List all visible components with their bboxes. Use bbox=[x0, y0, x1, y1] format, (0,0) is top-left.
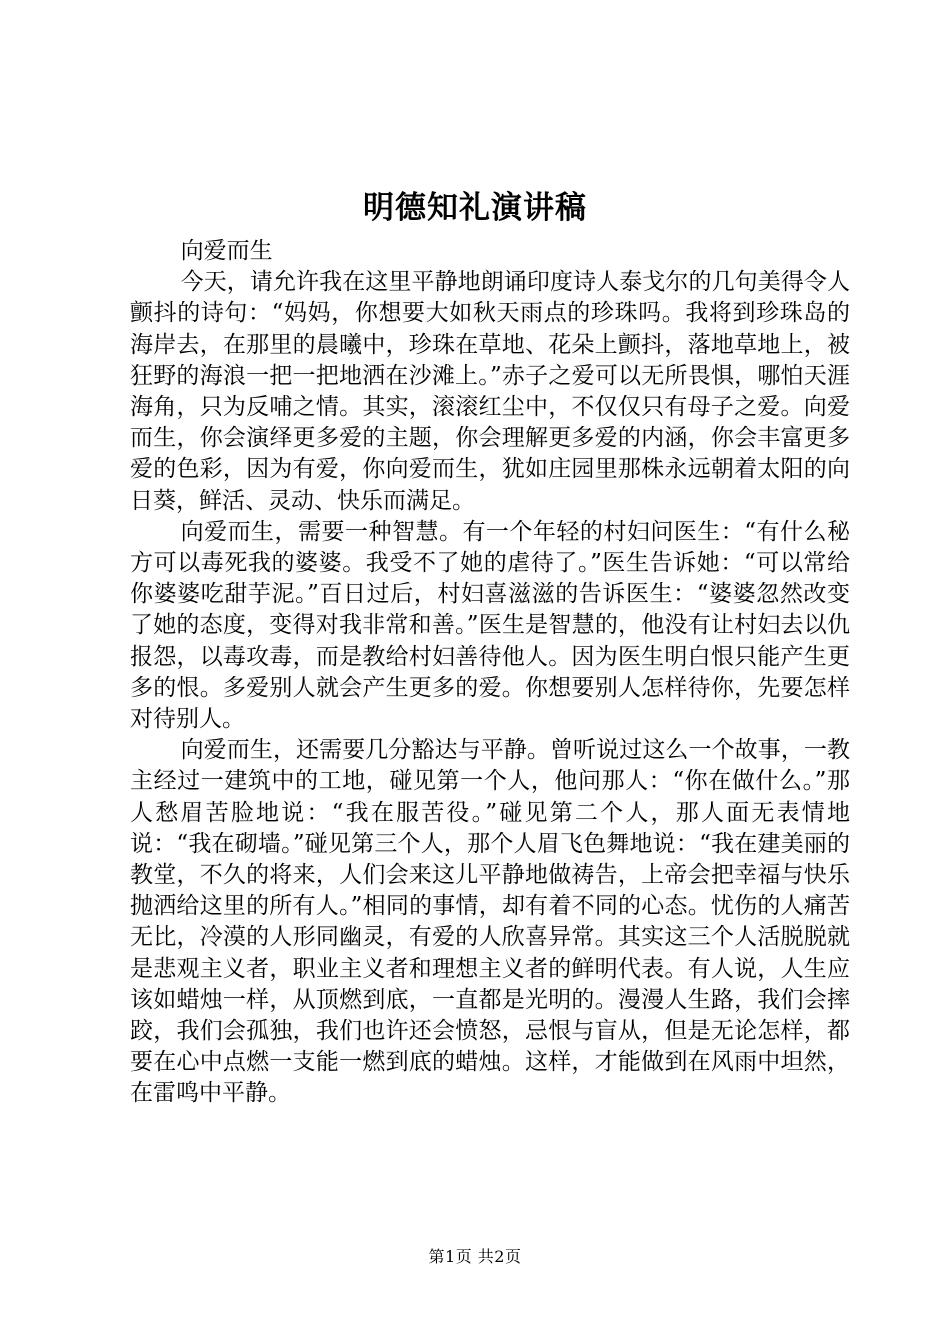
document-title: 明德知礼演讲稿 bbox=[363, 190, 587, 226]
paragraph-3: 向爱而生，还需要几分豁达与平静。曾听说过这么一个故事，一教主经过一建筑中的工地，碰见第一个人，他问那人：“你在做什么。”那人愁眉苦脸地说：“我在服苦役。”碰见第二个人，那人面无表情地说：“我在砌墙。”碰见第三个人，那个人眉飞色舞地说：“我在建美丽的教堂，不久的将来，人们会来这儿平静地做祷告，上帝会把幸福与快乐抛洒给这里的所有人。”相同的事情，却有着不同的心态。忧伤的人痛苦无比，冷漠的人形同幽灵，有爱的人欣喜异常。其实这三个人活脱脱就是悲观主义者，职业主义者和理想主义者的鲜明代表。有人说，人生应该如蜡烛一样，从顶燃到底，一直都是光明的。漫漫人生路，我们会摔跤，我们会孤独，我们也许还会愤怒，忌恨与盲从，但是无论怎样，都要在心中点燃一支能一燃到底的蜡烛。这样，才能做到在风雨中坦然，在雷鸣中平静。 bbox=[130, 737, 850, 1107]
document-body bbox=[130, 236, 850, 1110]
paragraph-2: 向爱而生，需要一种智慧。有一个年轻的村妇问医生：“有什么秘方可以毒死我的婆婆。我受不了她的虐待了。”医生告诉她：“可以常给你婆婆吃甜芋泥。”百日过后，村妇喜滋滋的告诉医生：“婆婆忽然改变了她的态度，变得对我非常和善。”医生是智慧的，他没有让村妇去以仇报怨，以毒攻毒，而是教给村妇善待他人。因为医生明白恨只能产生更多的恨。多爱别人就会产生更多的爱。你想要别人怎样待你，先要怎样对待别人。 bbox=[130, 518, 850, 733]
page-number-footer: 第1页 共2页 bbox=[428, 1247, 522, 1266]
document-subtitle: 向爱而生 bbox=[180, 238, 273, 264]
paragraph-1: 今天，请允许我在这里平静地朗诵印度诗人泰戈尔的几句美得令人颤抖的诗句：“妈妈，你想要大如秋天雨点的珍珠吗。我将到珍珠岛的海岸去，在那里的晨曦中，珍珠在草地、花朵上颤抖，落地草地上，被狂野的海浪一把一把地洒在沙滩上。”赤子之爱可以无所畏惧，哪怕天涯海角，只为反哺之情。其实，滚滚红尘中，不仅仅只有母子之爱。向爱而生，你会演绎更多爱的主题，你会理解更多爱的内涵，你会丰富更多爱的色彩，因为有爱，你向爱而生，犹如庄园里那株永远朝着太阳的向日葵，鲜活、灵动、快乐而满足。 bbox=[130, 269, 850, 514]
